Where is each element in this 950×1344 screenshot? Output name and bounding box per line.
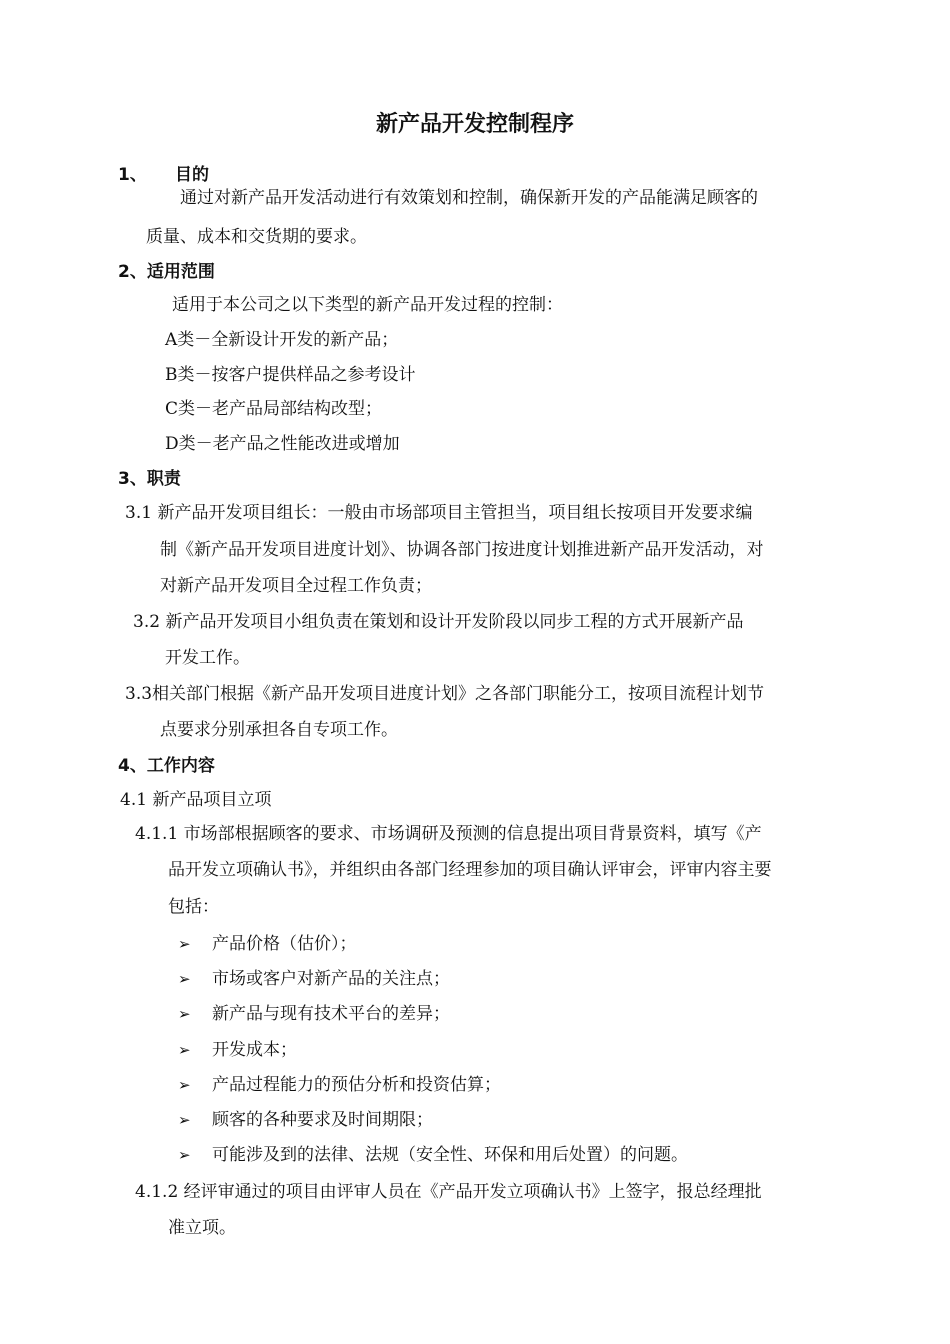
bullet-arrow-icon: ➢ (178, 1005, 191, 1023)
section-4-1-1-line-1: 4.1.1 市场部根据顾客的要求、市场调研及预测的信息提出项目背景资料，填写《产 (135, 824, 762, 844)
bullet-item-3: 新产品与现有技术平台的差异； (212, 1004, 450, 1024)
section-4-1-2-line-2: 准立项。 (168, 1218, 236, 1238)
section-4-1-1-line-3: 包括： (168, 897, 219, 917)
section-2-item-b: B类－按客户提供样品之参考设计 (165, 365, 416, 385)
section-2-heading: 2、适用范围 (118, 262, 215, 282)
section-2-item-a: A类－全新设计开发的新产品； (165, 330, 399, 350)
section-3-3-line-1: 3.3相关部门根据《新产品开发项目进度计划》之各部门职能分工，按项目流程计划节 (125, 684, 765, 704)
section-2-intro: 适用于本公司之以下类型的新产品开发过程的控制： (172, 295, 563, 315)
section-4-heading: 4、工作内容 (118, 756, 215, 776)
section-1-line-2: 质量、成本和交货期的要求。 (146, 227, 367, 247)
bullet-item-2: 市场或客户对新产品的关注点； (212, 969, 450, 989)
section-3-2-line-2: 开发工作。 (165, 648, 250, 668)
section-4-1-1-line-2: 品开发立项确认书》，并组织由各部门经理参加的项目确认评审会，评审内容主要 (168, 860, 772, 880)
section-4-1-heading: 4.1 新产品项目立项 (120, 790, 272, 810)
section-1-number: 1、 (118, 165, 147, 185)
bullet-arrow-icon: ➢ (178, 1146, 191, 1164)
bullet-item-5: 产品过程能力的预估分析和投资估算； (212, 1075, 501, 1095)
bullet-item-1: 产品价格（估价）； (212, 934, 357, 954)
section-3-3-line-2: 点要求分别承担各自专项工作。 (160, 720, 398, 740)
bullet-item-7: 可能涉及到的法律、法规（安全性、环保和用后处置）的问题。 (212, 1145, 688, 1165)
bullet-arrow-icon: ➢ (178, 935, 191, 953)
bullet-arrow-icon: ➢ (178, 1041, 191, 1059)
bullet-item-6: 顾客的各种要求及时间期限； (212, 1110, 433, 1130)
section-4-1-2-line-1: 4.1.2 经评审通过的项目由评审人员在《产品开发立项确认书》上签字，报总经理批 (135, 1182, 762, 1202)
section-3-1-line-2: 制《新产品开发项目进度计划》、协调各部门按进度计划推进新产品开发活动，对 (160, 540, 764, 560)
section-2-item-d: D类－老产品之性能改进或增加 (165, 434, 400, 454)
section-3-1-line-1: 3.1 新产品开发项目组长：一般由市场部项目主管担当，项目组长按项目开发要求编 (125, 503, 753, 523)
page-title: 新产品开发控制程序 (375, 112, 574, 137)
bullet-arrow-icon: ➢ (178, 970, 191, 988)
section-3-heading: 3、职责 (118, 469, 181, 489)
section-1-line-1: 通过对新产品开发活动进行有效策划和控制，确保新开发的产品能满足顾客的 (180, 188, 758, 208)
bullet-arrow-icon: ➢ (178, 1076, 191, 1094)
section-2-item-c: C类－老产品局部结构改型； (165, 399, 383, 419)
section-1-heading: 目的 (175, 165, 209, 185)
bullet-item-4: 开发成本； (212, 1040, 297, 1060)
section-3-2-line-1: 3.2 新产品开发项目小组负责在策划和设计开发阶段以同步工程的方式开展新产品 (133, 612, 744, 632)
bullet-arrow-icon: ➢ (178, 1111, 191, 1129)
section-3-1-line-3: 对新产品开发项目全过程工作负责； (160, 576, 432, 596)
